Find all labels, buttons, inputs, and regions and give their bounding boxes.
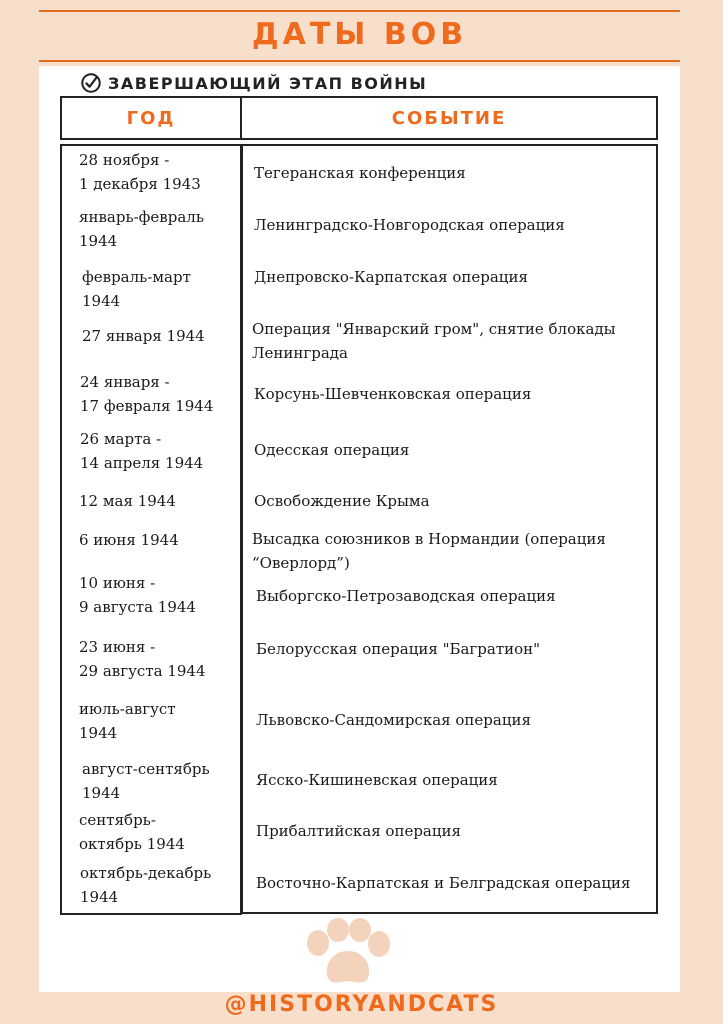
event-cell-line: Операция "Январский гром", снятие блокады [252, 320, 616, 338]
event-cell [254, 438, 409, 462]
page-title: ДАТЫ ВОВ [251, 17, 468, 52]
year-cell-line: 9 августа 1944 [79, 598, 196, 616]
year-cell [82, 265, 191, 313]
year-cell-line: 6 июня 1944 [79, 531, 179, 549]
year-cell-line: июль-август [79, 700, 176, 718]
year-cell-line: 12 мая 1944 [79, 492, 176, 510]
year-cell-line: январь-февраль [79, 208, 204, 226]
check-circle-icon [80, 72, 102, 94]
year-cell-line: октябрь-декабрь [80, 864, 212, 882]
year-cell-line: 1944 [79, 232, 118, 250]
year-cell [82, 324, 205, 348]
year-cell-line: 1944 [80, 888, 119, 906]
year-cell-line: февраль-март [82, 268, 191, 286]
section-subtitle-text: ЗАВЕРШАЮЩИЙ ЭТАП ВОЙНЫ [108, 73, 428, 93]
year-cell [80, 370, 213, 418]
event-cell [256, 708, 531, 732]
year-cell [80, 861, 211, 909]
year-cell-line: 28 ноября - [79, 151, 170, 169]
event-cell [252, 317, 616, 365]
year-cell-line: 26 марта - [80, 430, 162, 448]
event-cell-line: Львовско-Сандомирская операция [256, 711, 531, 729]
year-cell [79, 148, 201, 196]
paw-icon [300, 918, 395, 988]
year-cell-line: 1 декабря 1943 [79, 175, 201, 193]
event-cell [256, 637, 540, 661]
event-cell-line: Высадка союзников в Нормандии (операция [252, 530, 606, 548]
event-cell [254, 489, 430, 513]
year-cell-line: 17 февраля 1944 [80, 397, 214, 415]
header-band [39, 10, 680, 62]
event-cell [252, 527, 606, 575]
event-cell [254, 265, 528, 289]
section-subtitle [80, 71, 427, 95]
year-cell [79, 808, 185, 856]
year-cell-line: 27 января 1944 [82, 327, 205, 345]
column-header-event: СОБЫТИЕ [240, 96, 658, 140]
year-cell [79, 697, 176, 745]
event-cell-line: Освобождение Крыма [254, 492, 430, 510]
year-cell-line: август-сентябрь [82, 760, 210, 778]
event-cell-line: Выборгско-Петрозаводская операция [256, 587, 556, 605]
year-cell-line: 1944 [82, 784, 121, 802]
year-cell [80, 427, 203, 475]
footer-handle: @HISTORYANDCATS [224, 992, 499, 1017]
year-cell-line: 23 июня - [79, 638, 156, 656]
event-cell-line: Ленинградско-Новгородская операция [254, 216, 565, 234]
year-cell-line: 1944 [79, 724, 118, 742]
event-cell-line: Восточно-Карпатская и Белградская операция [256, 874, 631, 892]
year-cell-line: 24 января - [80, 373, 170, 391]
event-cell-line: Ленинграда [252, 344, 348, 362]
year-cell-line: 14 апреля 1944 [80, 454, 204, 472]
column-header-year: ГОД [60, 96, 242, 140]
event-cell [256, 584, 556, 608]
event-cell [254, 382, 531, 406]
event-cell-line: Прибалтийская операция [256, 822, 461, 840]
event-cell [256, 768, 498, 792]
event-cell [256, 871, 630, 895]
year-cell [82, 757, 210, 805]
event-cell [254, 213, 565, 237]
year-cell [79, 205, 204, 253]
year-cell [79, 571, 196, 619]
event-cell-line: Тегеранская конференция [254, 164, 466, 182]
event-cell-line: Белорусская операция "Багратион" [256, 640, 541, 658]
event-cell-line: Одесская операция [254, 441, 410, 459]
event-cell-line: Ясско-Кишиневская операция [256, 771, 498, 789]
year-cell [79, 635, 206, 683]
year-cell [79, 528, 179, 552]
event-cell-line: Днепровско-Карпатская операция [254, 268, 528, 286]
event-cell [256, 819, 461, 843]
year-cell-line: сентябрь- [79, 811, 156, 829]
event-cell [254, 161, 466, 185]
year-cell-line: 29 августа 1944 [79, 662, 206, 680]
event-cell-line: Корсунь-Шевченковская операция [254, 385, 532, 403]
year-cell-line: октябрь 1944 [79, 835, 185, 853]
year-cell [79, 489, 176, 513]
event-cell-line: “Оверлорд”) [252, 554, 350, 572]
year-cell-line: 10 июня - [79, 574, 156, 592]
year-cell-line: 1944 [82, 292, 121, 310]
